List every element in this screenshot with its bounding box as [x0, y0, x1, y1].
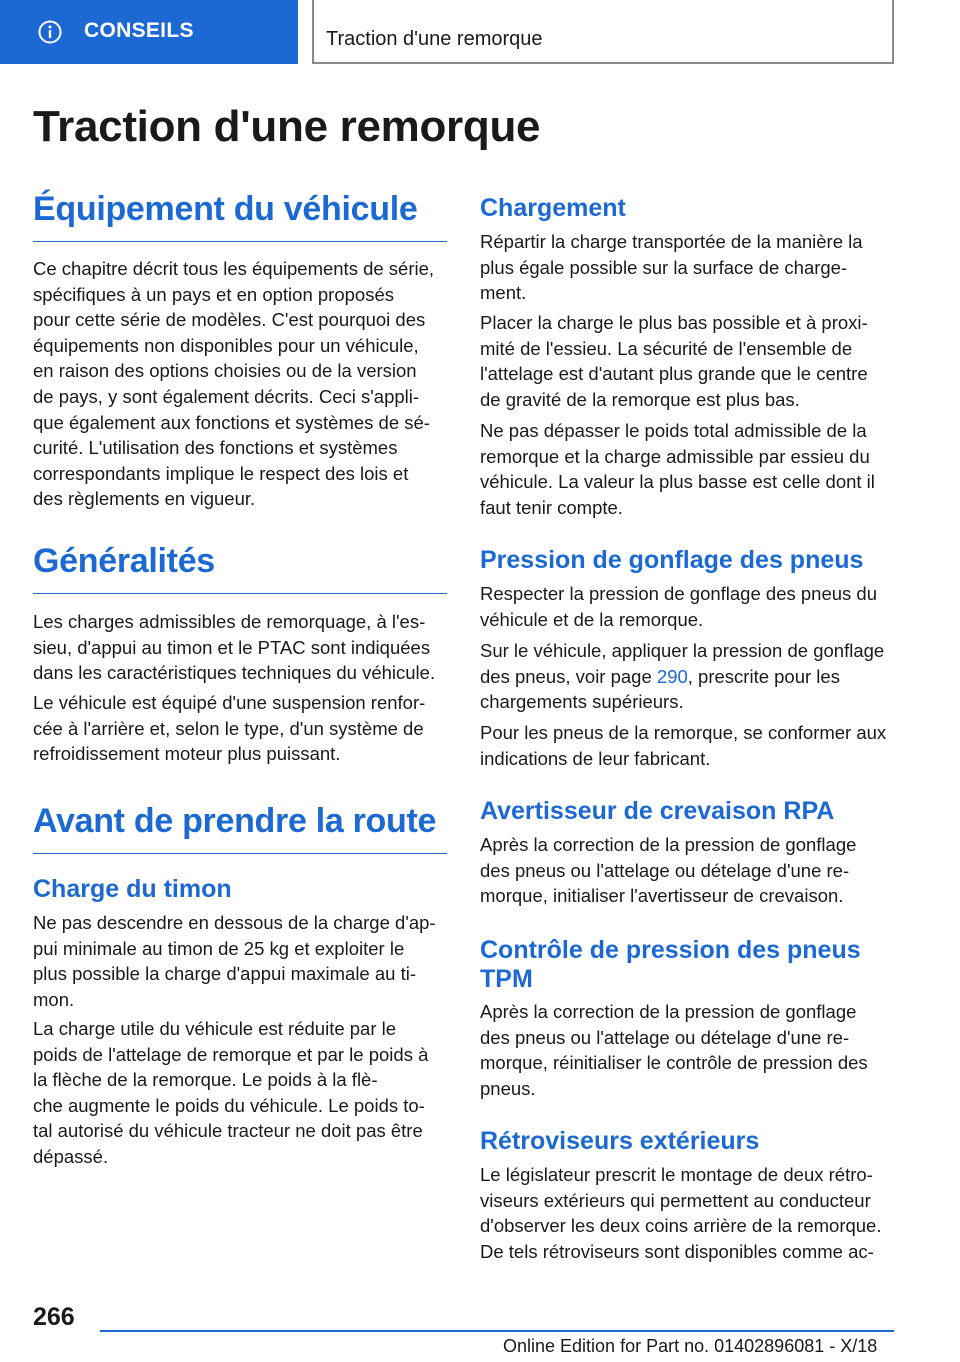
paragraph-pression-2: Sur le véhicule, appliquer la pression de gonflage des pneus, voir page 290, prescrite pour les chargements supérieurs.	[480, 640, 885, 713]
heading-rpa: Avertisseur de crevaison RPA	[480, 797, 835, 825]
page-title: Traction d'une remorque	[33, 102, 541, 151]
footer-divider	[100, 1330, 894, 1332]
paragraph-pression-3: Pour les pneus de la remorque, se conformer aux indications de leur fabricant.	[480, 722, 887, 769]
heading-chargement: Chargement	[480, 194, 626, 222]
section-tab[interactable]	[0, 0, 298, 64]
heading-generalites: Généralités	[33, 542, 447, 594]
paragraph-charge-timon-2: La charge utile du véhicule est réduite par le poids de l'attelage de remorque et par le poids à la flèche de la remorque. Le poids à la flè‐ che augmente le poids du véhicule. Le poids to‐ tal autorisé du véhicule tracteur ne doit pas être dépassé.	[33, 1018, 429, 1167]
paragraph-generalites-1: Les charges admissibles de remorquage, à l'es‐ sieu, d'appui au timon et le PTAC sont indiquées dans les caractéristiques techniques du véhicule.	[33, 611, 436, 684]
paragraph-pression-1: Respecter la pression de gonflage des pneus du véhicule et de la remorque.	[480, 583, 877, 630]
paragraph-charge-timon-1: Ne pas descendre en dessous de la charge d'ap‐ pui minimale au timon de 25 kg et exploiter le plus possible la charge d'appui maximale au ti‐ mon.	[33, 912, 436, 1010]
footer-edition-text: Online Edition for Part no. 01402896081 - X/18	[503, 1336, 878, 1356]
paragraph-retroviseurs: Le législateur prescrit le montage de deux rétro‐ viseurs extérieurs qui permettent au conducteur d'observer les deux coins arrière de la remorque. De tels rétroviseurs sont disponibles comme ac‐	[480, 1164, 882, 1262]
page-number: 266	[33, 1303, 75, 1331]
heading-pression: Pression de gonflage des pneus	[480, 546, 864, 574]
paragraph-generalites-2: Le véhicule est équipé d'une suspension renfor‐ cée à l'arrière et, selon le type, d'un système de refroidissement moteur plus puissant.	[33, 692, 426, 765]
page-link-290[interactable]: 290	[656, 665, 688, 687]
paragraph-equipement: Ce chapitre décrit tous les équipements de série, spécifiques à un pays et en option proposés pour cette série de modèles. C'est pourquoi des équipements non disponibles pour un véhicule, en raison des options choisies ou de la version de pays, y sont également décrits. Ceci s'appli‐ que également aux fonctions et systèmes de sé‐ curité. L'utilisation des fonctions et systèmes correspondants implique le respect des lois et des règlements en vigueur.	[33, 258, 435, 510]
section-tab-label: CONSEILS	[84, 19, 194, 42]
heading-avant: Avant de prendre la route	[33, 802, 447, 854]
paragraph-rpa: Après la correction de la pression de gonflage des pneus ou l'attelage ou dételage d'une re‐ morque, initialiser l'avertisseur de crevaison.	[480, 834, 857, 907]
paragraph-tpm: Après la correction de la pression de gonflage des pneus ou l'attelage ou dételage d'une re‐ morque, réinitialiser le contrôle de pression des pneus.	[480, 1001, 868, 1099]
info-icon	[38, 20, 62, 44]
heading-equipement: Équipement du véhicule	[33, 190, 447, 242]
heading-retroviseurs: Rétroviseurs extérieurs	[480, 1127, 760, 1155]
heading-charge-timon: Charge du timon	[33, 875, 232, 903]
header-title: Traction d'une remorque	[326, 28, 543, 50]
paragraph-chargement-3: Ne pas dépasser le poids total admissible de la remorque et la charge admissible par essieu du véhicule. La valeur la plus basse est celle dont il faut tenir compte.	[480, 420, 875, 518]
header-title-box	[312, 0, 894, 64]
paragraph-chargement-1: Répartir la charge transportée de la manière la plus égale possible sur la surface de charge‐ ment.	[480, 231, 863, 304]
heading-tpm: Contrôle de pression des pneus TPM	[480, 936, 861, 993]
paragraph-chargement-2: Placer la charge le plus bas possible et à proxi‐ mité de l'essieu. La sécurité de l'ensemble de l'attelage est d'autant plus grande que le centre de gravité de la remorque est plus bas.	[480, 312, 868, 410]
